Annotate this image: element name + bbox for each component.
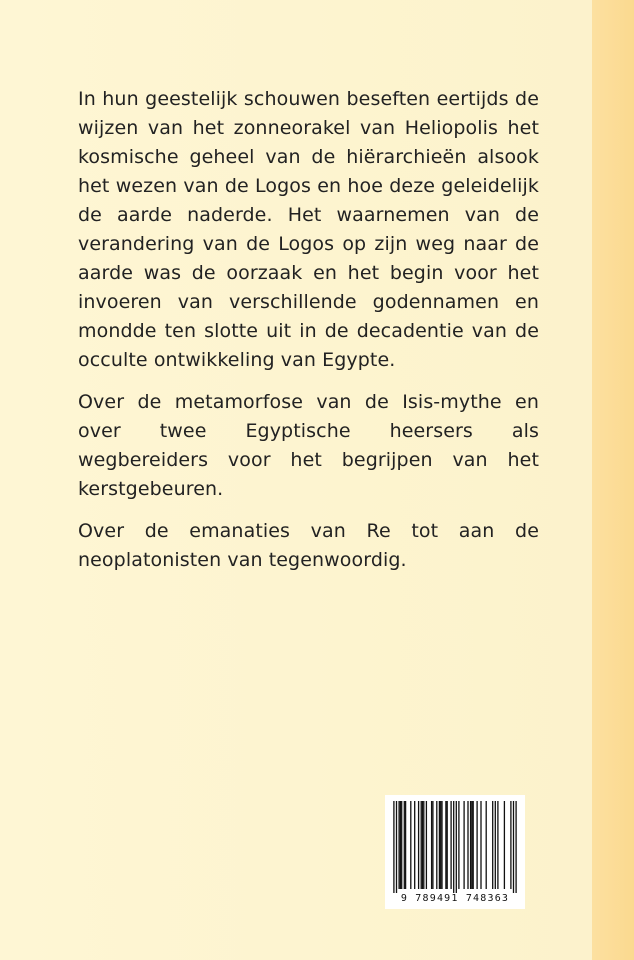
barcode-bar bbox=[471, 801, 472, 889]
barcode-bar bbox=[504, 801, 505, 889]
blurb-paragraph-2: Over de metamorfose van de Isis-mythe en over twee Egyptische heersers als wegbereiders voor het begrijpen van het kerstgebeuren. bbox=[78, 391, 539, 500]
isbn-barcode bbox=[385, 795, 525, 909]
barcode-bar bbox=[418, 801, 419, 889]
barcode-bar bbox=[423, 801, 424, 889]
barcode-bar bbox=[400, 801, 401, 889]
barcode-bar bbox=[513, 801, 514, 893]
barcode-bar bbox=[393, 801, 394, 893]
barcode-bar bbox=[476, 801, 477, 889]
barcode-bar bbox=[486, 801, 487, 889]
blurb-paragraph-3: Over de emanaties van Re tot aan de neoplatonisten van tegenwoordig. bbox=[78, 520, 539, 571]
barcode-bar bbox=[405, 801, 406, 889]
barcode-bar bbox=[396, 801, 397, 893]
barcode-bar bbox=[515, 801, 516, 893]
barcode-bar bbox=[421, 801, 422, 889]
barcode-bar bbox=[422, 801, 423, 889]
barcode-bar bbox=[404, 801, 405, 889]
barcode-bar bbox=[440, 801, 441, 889]
barcode-bar bbox=[450, 801, 451, 889]
barcode-bar bbox=[426, 801, 427, 889]
barcode-bar bbox=[480, 801, 481, 889]
barcode-bar bbox=[432, 801, 433, 889]
blurb-text bbox=[78, 85, 539, 588]
barcode-bar bbox=[458, 801, 459, 889]
barcode-bar bbox=[470, 801, 471, 889]
barcode-bar bbox=[410, 801, 411, 889]
barcode-bar bbox=[492, 801, 493, 889]
barcode-bar bbox=[463, 801, 464, 889]
barcode-bar bbox=[414, 801, 415, 889]
barcode-bar bbox=[497, 801, 498, 889]
barcode-bar bbox=[439, 801, 440, 889]
barcode-bar bbox=[436, 801, 437, 889]
barcode-bar bbox=[445, 801, 446, 889]
barcode-bar bbox=[447, 801, 448, 889]
barcode-bars bbox=[385, 795, 525, 893]
blurb-paragraph-1: In hun geestelijk schouwen beseften eertijds de wijzen van het zonneorakel van Heliopolis het kosmische geheel van de hiërarchieën alsook het wezen van de Logos en hoe deze geleidelijk de aarde naderde. Het waarnemen van de verandering van de Logos op zijn weg naar de aarde was de oorzaak en het begin voor het invoeren van verschillende godennamen en mondde ten slotte uit in de decadentie van de occulte ontwikkeling van Egypte. bbox=[78, 88, 539, 371]
barcode-bar bbox=[510, 801, 511, 889]
barcode-bar bbox=[456, 801, 457, 893]
barcode-bar bbox=[398, 801, 399, 889]
barcode-bar bbox=[467, 801, 468, 889]
barcode-bar bbox=[453, 801, 454, 893]
barcode-bar bbox=[401, 801, 402, 889]
barcode-bar bbox=[473, 801, 474, 889]
isbn-number: 9 789491 748363 bbox=[400, 893, 510, 904]
spine-strip bbox=[592, 0, 634, 960]
barcode-bar bbox=[441, 801, 442, 889]
barcode-bar bbox=[431, 801, 432, 889]
barcode-bar bbox=[495, 801, 496, 889]
